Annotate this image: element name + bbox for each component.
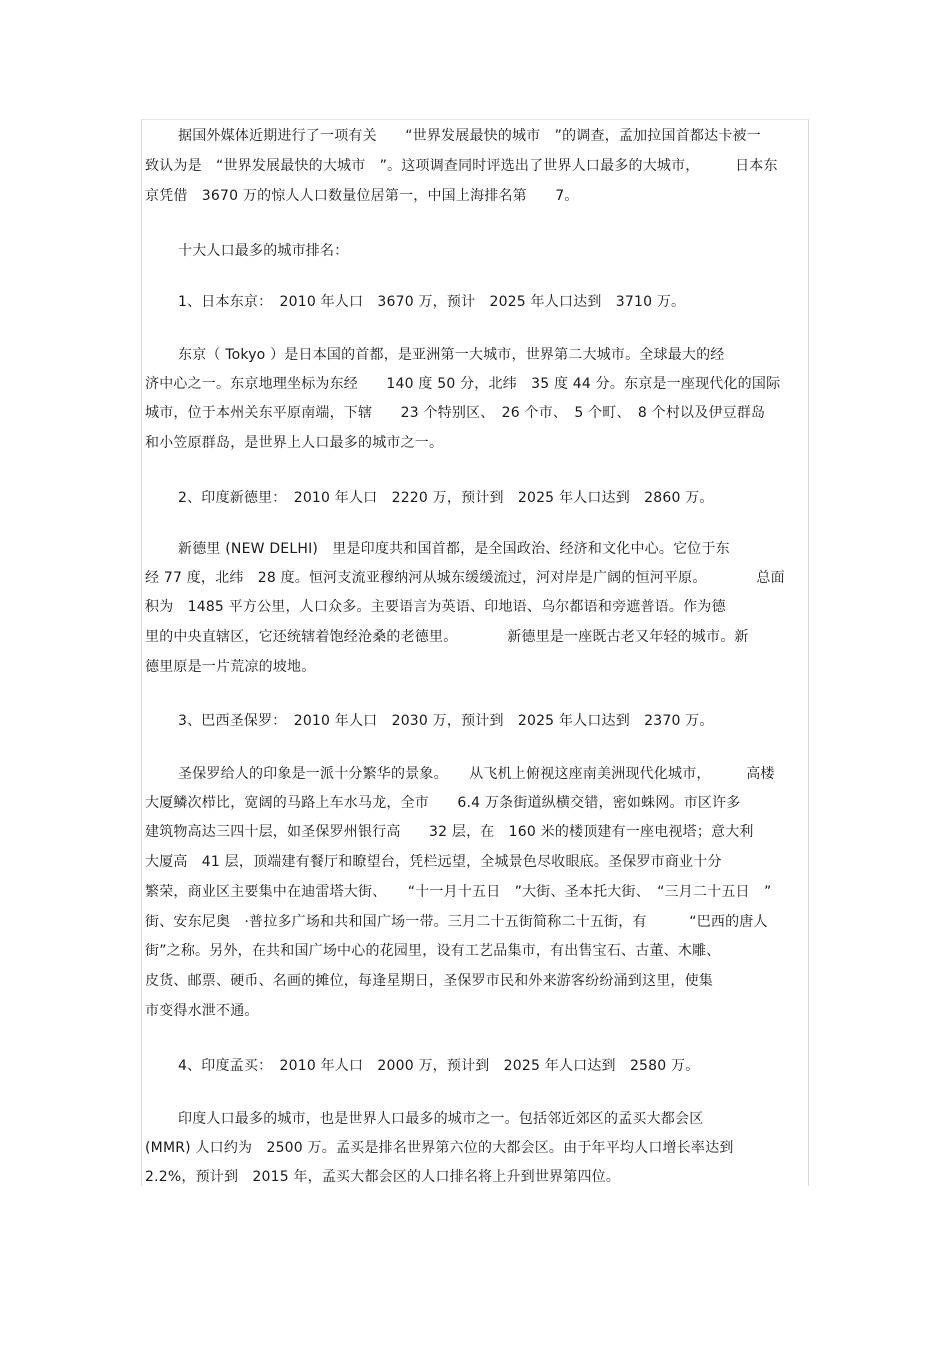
- text-line: 繁荣，商业区主要集中在迪雷塔大街、 “十一月十五日 ”大街、圣本托大街、 “三月二十五日 ”: [145, 884, 772, 900]
- text-line: 经 77 度，北纬 28 度。恒河支流亚穆纳河从城东缓缓流过，河对岸是广阔的恒河平原。 总面: [145, 570, 785, 586]
- text-line: 积为 1485 平方公里，人口众多。主要语言为英语、印地语、乌尔都语和旁遮普语。作为德: [145, 599, 726, 615]
- text-line: 致认为是 “世界发展最快的大城市 ”。这项调查同时评选出了世界人口最多的大城市， 日本东: [145, 158, 778, 174]
- text-line: 十大人口最多的城市排名：: [178, 243, 349, 259]
- page-frame: [141, 119, 809, 1186]
- text-line: 印度人口最多的城市，也是世界人口最多的城市之一。包括邻近郊区的孟买大都会区: [178, 1111, 704, 1127]
- text-line: 大厦鳞次栉比，宽阔的马路上车水马龙，全市 6.4 万条街道纵横交错，密如蛛网。市区许多: [145, 795, 741, 811]
- text-line: (MMR) 人口约为 2500 万。孟买是排名世界第六位的大都会区。由于年平均人口增长率达到: [145, 1140, 734, 1156]
- text-line: 街、安东尼奥 ·普拉多广场和共和国广场一带。三月二十五街简称二十五街，有 “巴西的唐人: [145, 914, 768, 930]
- text-line: 济中心之一。东京地理坐标为东经 140 度 50 分，北纬 35 度 44 分。东京是一座现代化的国际: [145, 376, 781, 392]
- text-line: 新德里 (NEW DELHI) 里是印度共和国首都，是全国政治、经济和文化中心。它位于东: [178, 541, 730, 557]
- text-line: 和小笠原群岛，是世界上人口最多的城市之一。: [145, 435, 444, 451]
- text-line: 东京（ Tokyo ）是日本国的首都，是亚洲第一大城市，世界第二大城市。全球最大的经: [178, 347, 725, 363]
- text-line: 市变得水泄不通。: [145, 1003, 259, 1019]
- text-line: 2、印度新德里： 2010 年人口 2220 万，预计到 2025 年人口达到 2860 万。: [178, 490, 714, 506]
- text-line: 德里原是一片荒凉的坡地。: [145, 659, 316, 675]
- text-line: 建筑物高达三四十层，如圣保罗州银行高 32 层，在 160 米的楼顶建有一座电视塔；意大利: [145, 824, 754, 840]
- text-line: 圣保罗给人的印象是一派十分繁华的景象。 从飞机上俯视这座南美洲现代化城市， 高楼: [178, 766, 775, 782]
- text-line: 4、印度孟买： 2010 年人口 2000 万，预计到 2025 年人口达到 2580 万。: [178, 1058, 700, 1074]
- text-line: 2.2%，预计到 2015 年，孟买大都会区的人口排名将上升到世界第四位。: [145, 1169, 621, 1185]
- text-line: 里的中央直辖区，它还统辖着饱经沧桑的老德里。 新德里是一座既古老又年轻的城市。新: [145, 629, 749, 645]
- text-line: 城市，位于本州关东平原南端，下辖 23 个特别区、 26 个市、 5 个町、 8 个村以及伊豆群岛: [145, 405, 766, 421]
- text-line: 街”之称。另外，在共和国广场中心的花园里，设有工艺品集市，有出售宝石、古董、木雕、: [145, 943, 721, 959]
- text-line: 京凭借 3670 万的惊人人口数量位居第一，中国上海排名第 7。: [145, 188, 579, 204]
- text-line: 1、日本东京： 2010 年人口 3670 万，预计 2025 年人口达到 3710 万。: [178, 294, 686, 310]
- text-line: 大厦高 41 层，顶端建有餐厅和瞭望台，凭栏远望，全城景色尽收眼底。圣保罗市商业十分: [145, 854, 722, 870]
- text-line: 3、巴西圣保罗： 2010 年人口 2030 万，预计到 2025 年人口达到 2370 万。: [178, 713, 714, 729]
- text-line: 据国外媒体近期进行了一项有关 “世界发展最快的城市 ”的调查，孟加拉国首都达卡被一: [178, 128, 761, 144]
- text-line: 皮货、邮票、硬币、名画的摊位，每逢星期日，圣保罗市民和外来游客纷纷涌到这里，使集: [145, 973, 713, 989]
